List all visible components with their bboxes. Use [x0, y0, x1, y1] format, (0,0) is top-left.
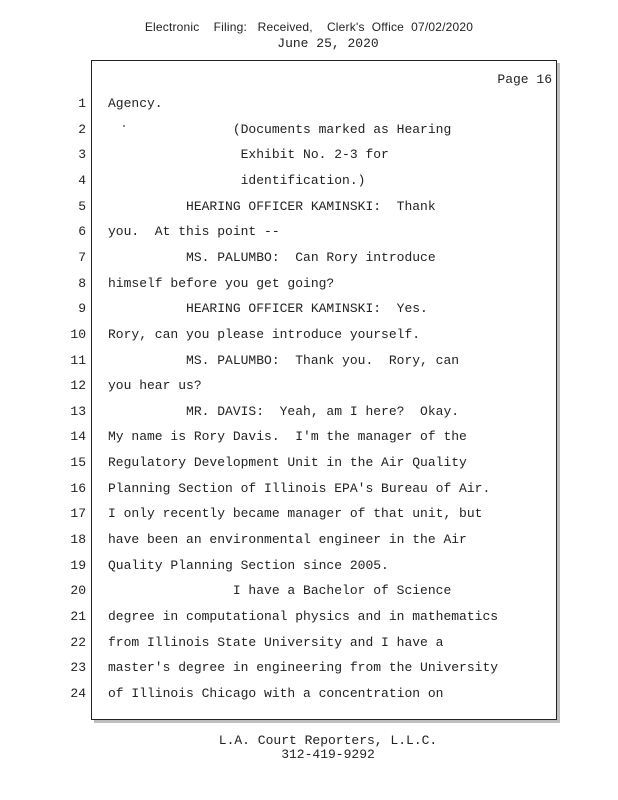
- line-text: Planning Section of Illinois EPA's Bureau of Air.: [108, 481, 491, 496]
- line-text: I only recently became manager of that unit, but: [108, 506, 483, 521]
- line-text: you hear us?: [108, 378, 202, 393]
- line-text: master's degree in engineering from the University: [108, 660, 499, 675]
- line-number: 10: [70, 327, 86, 342]
- line-text: of Illinois Chicago with a concentration on: [108, 686, 444, 701]
- line-number: 23: [70, 660, 86, 675]
- line-number: 21: [70, 609, 86, 624]
- line-text: Agency.: [108, 96, 163, 111]
- line-number: 2: [78, 122, 86, 137]
- line-text: MS. PALUMBO: Can Rory introduce: [108, 250, 436, 265]
- line-text: you. At this point --: [108, 224, 280, 239]
- line-number: 6: [78, 224, 86, 239]
- line-number: 14: [70, 429, 86, 444]
- page-number: Page 16: [497, 72, 552, 87]
- line-text: MS. PALUMBO: Thank you. Rory, can: [108, 353, 460, 368]
- line-number: 15: [70, 455, 86, 470]
- line-number: 11: [70, 353, 86, 368]
- line-number: 22: [70, 635, 86, 650]
- line-text: (Documents marked as Hearing: [108, 122, 452, 137]
- line-number: 7: [78, 250, 86, 265]
- line-number: 16: [70, 481, 86, 496]
- line-number: 13: [70, 404, 86, 419]
- line-number: 19: [70, 558, 86, 573]
- footer-phone: 312-419-9292: [281, 747, 375, 762]
- line-number: 17: [70, 506, 86, 521]
- line-text: identification.): [108, 173, 366, 188]
- line-number: 24: [70, 686, 86, 701]
- line-text: I have a Bachelor of Science: [108, 583, 452, 598]
- line-text: My name is Rory Davis. I'm the manager of the: [108, 429, 467, 444]
- line-text: MR. DAVIS: Yeah, am I here? Okay.: [108, 404, 460, 419]
- line-text: Quality Planning Section since 2005.: [108, 558, 389, 573]
- line-text: degree in computational physics and in mathematics: [108, 609, 499, 624]
- line-number: 8: [78, 276, 86, 291]
- line-number: 1: [78, 96, 86, 111]
- line-text: Rory, can you please introduce yourself.: [108, 327, 421, 342]
- line-number: 20: [70, 583, 86, 598]
- line-number: 5: [78, 199, 86, 214]
- line-text: himself before you get going?: [108, 276, 335, 291]
- line-text: have been an environmental engineer in the Air: [108, 532, 467, 547]
- line-text: HEARING OFFICER KAMINSKI: Thank: [108, 199, 436, 214]
- line-number: 18: [70, 532, 86, 547]
- line-text: Exhibit No. 2-3 for: [108, 147, 389, 162]
- filing-stamp: Electronic Filing: Received, Clerk's Office 07/02/2020: [144, 20, 474, 34]
- line-text: from Illinois State University and I have a: [108, 635, 444, 650]
- line-number: 9: [78, 301, 86, 316]
- line-number: 4: [78, 173, 86, 188]
- line-number: 12: [70, 378, 86, 393]
- line-text: HEARING OFFICER KAMINSKI: Yes.: [108, 301, 428, 316]
- footer-company: L.A. Court Reporters, L.L.C.: [218, 733, 438, 748]
- line-number: 3: [78, 147, 86, 162]
- transcript-date: June 25, 2020: [277, 36, 379, 51]
- line-text: Regulatory Development Unit in the Air Quality: [108, 455, 467, 470]
